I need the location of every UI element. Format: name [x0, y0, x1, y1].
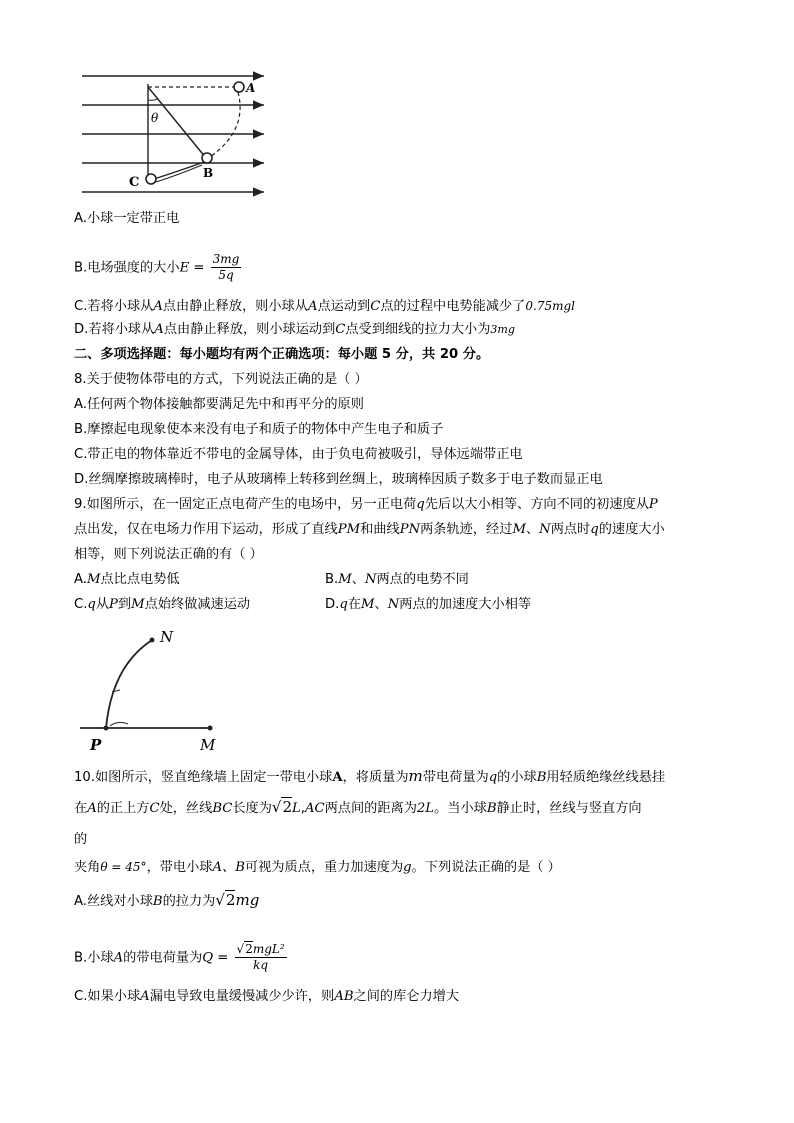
- label-P: P: [90, 736, 102, 754]
- q10-l2-AC: AC: [304, 801, 325, 816]
- q7-optd-text-2: 点由静止释放，则小球运动到: [163, 322, 336, 337]
- q7-optd-var-C: C: [335, 322, 346, 337]
- label-theta: θ: [151, 111, 159, 125]
- q7-optb-prefix: B.电场强度的大小: [74, 260, 180, 276]
- curve-PN: [106, 640, 152, 728]
- q9-l2-a: 点出发，仅在电场力作用下运动，形成了直线: [74, 522, 338, 537]
- q9-opta-2: 点比点电势低: [100, 572, 180, 587]
- q9-option-d: [325, 595, 531, 615]
- q10-option-b: [74, 942, 289, 973]
- dashed-arc: [210, 92, 240, 157]
- q10-opta-1: A.丝线对小球: [74, 894, 153, 909]
- q10-optb-2: 的带电荷量为: [123, 950, 203, 966]
- q10-l2-a: 在: [74, 801, 88, 816]
- q10-l1-B: B: [536, 770, 547, 785]
- q7-option-a: A.小球一定带正电: [74, 211, 180, 226]
- q9-option-a: [74, 570, 180, 590]
- q10-l2-2L: 2L: [416, 801, 435, 816]
- q9-optb-1: B.: [325, 572, 339, 587]
- q9-l1-b: 先后以大小相等、方向不同的初速度从: [424, 497, 649, 512]
- q10-l2-B: B: [486, 801, 497, 816]
- q9-l2-b: 和曲线: [360, 522, 400, 537]
- q10-optb-Q: Q: [202, 950, 214, 966]
- ball-A: [234, 82, 244, 92]
- q8-option-a: A.任何两个物体接触都要满足先中和再平分的原则: [74, 397, 364, 412]
- q10-optb-num-rest: mgL²: [252, 942, 285, 956]
- section-2-heading: 二、多项选择题：每小题均有两个正确选项：每小题 5 分，共 20 分。: [74, 347, 490, 362]
- q9-optc-M: M: [131, 597, 145, 612]
- q7-optb-fraction: [211, 252, 242, 283]
- q9-l1-P: P: [648, 497, 658, 512]
- q10-l4-theta: θ = 45°: [100, 860, 147, 874]
- q10-optc-1: C.如果小球: [74, 989, 141, 1004]
- q9-opta-M: M: [86, 572, 101, 587]
- label-B: B: [203, 166, 214, 180]
- q8-option-d: D.丝绸摩擦玻璃棒时，电子从玻璃棒上转移到丝绸上，玻璃棒因质子数多于电子数而显正电: [74, 472, 603, 487]
- q10-stem-line-3: 的: [74, 832, 88, 847]
- q10-l4-AB: A、B: [212, 860, 245, 875]
- q10-l2-c: 处，丝线: [159, 801, 213, 816]
- q7-optd-var-A: A: [154, 322, 164, 337]
- q7-optc-value: 0.75mgl: [525, 299, 575, 313]
- q10-l2-sqrt: √2: [271, 798, 293, 816]
- ball-C: [146, 174, 156, 184]
- q10-optb-eq: =: [213, 950, 233, 966]
- q7-optd-value: 3mg: [490, 323, 515, 336]
- q10-l1-c: 带电荷量为: [422, 770, 489, 785]
- q10-optc-AB: AB: [334, 989, 354, 1004]
- q9-opta-1: A.: [74, 572, 87, 587]
- q10-l2-comma: ,: [300, 801, 305, 816]
- point-N: [150, 638, 155, 643]
- q8-option-c: C.带正电的物体靠近不带电的金属导体，由于负电荷被吸引，导体远端带正电: [74, 447, 523, 462]
- q10-l2-A: A: [87, 801, 97, 816]
- ball-B: [202, 153, 212, 163]
- q10-optb-1: B.小球: [74, 950, 114, 966]
- q10-optb-numerator: √2mgL²: [236, 942, 285, 956]
- q10-optc-A: A: [140, 989, 150, 1004]
- q10-l1-m: m: [408, 767, 423, 785]
- q7-optc-text-1: C.若将小球从: [74, 299, 154, 314]
- q10-l4-d: 。下列说法正确的是（ ）: [411, 860, 561, 875]
- q7-option-c: [74, 296, 575, 317]
- q9-l1-q: q: [416, 497, 425, 512]
- q10-l4-c: 可视为质点，重力加速度为: [244, 860, 404, 875]
- q10-optb-denominator: kq: [253, 958, 269, 972]
- q10-l4-b: ，带电小球: [146, 860, 213, 875]
- q10-optb-A: A: [113, 950, 124, 966]
- q9-optd-1: D.: [325, 597, 340, 612]
- q10-l1-A: A: [332, 770, 343, 785]
- q9-optb-3: 两点的电势不同: [376, 572, 469, 587]
- q10-optc-2: 漏电导致电量缓慢减少少许，则: [149, 989, 335, 1004]
- q9-l2-N: N: [539, 522, 551, 537]
- q10-opta-mg: mg: [235, 891, 260, 909]
- q7-optb-E: E: [179, 260, 190, 276]
- q10-l2-e: 两点间的距离为: [324, 801, 417, 816]
- q7-optb-denominator: 5q: [218, 268, 234, 282]
- q9-option-b: [325, 570, 469, 590]
- q10-optb-num-sqrt: 2: [245, 942, 253, 956]
- q10-option-c: [74, 987, 459, 1007]
- q9-option-c: [74, 595, 250, 615]
- q10-opta-sqrt-radicand: 2: [225, 891, 236, 909]
- q7-option-b: [74, 252, 243, 283]
- q10-optc-3: 之间的库仑力增大: [353, 989, 460, 1004]
- q10-l4-a: 夹角: [74, 860, 101, 875]
- q7-option-d: [74, 320, 515, 340]
- q10-opta-sqrt: √2: [215, 891, 236, 909]
- q9-l2-d: 、: [525, 522, 540, 537]
- q9-optc-P: P: [109, 597, 118, 612]
- q10-l1-q: q: [488, 770, 498, 785]
- q9-optc-q: q: [87, 597, 96, 612]
- q9-optb-2: 、: [351, 572, 365, 587]
- q9-optd-M: M: [361, 597, 375, 612]
- q9-stem-line-3: 相等，则下列说法正确的有（ ）: [74, 547, 263, 562]
- q9-optd-q: q: [339, 597, 348, 612]
- q10-l1-b: ，将质量为: [342, 770, 409, 785]
- q9-optd-4: 两点的加速度大小相等: [399, 597, 532, 612]
- q7-optc-var-A: A: [153, 299, 163, 314]
- q9-l2-PM: PM: [337, 522, 361, 537]
- q10-opta-B: B: [152, 894, 163, 909]
- q10-optb-fraction: [235, 942, 287, 973]
- q7-optc-var-C: C: [370, 299, 381, 314]
- q10-l2-C: C: [149, 801, 160, 816]
- field-pendulum-figure: [76, 68, 276, 198]
- label-N: N: [160, 628, 174, 646]
- q10-option-a: [74, 890, 259, 912]
- q9-optd-3: 、: [374, 597, 388, 612]
- q10-opta-2: 的拉力为: [162, 894, 216, 909]
- small-arc: [110, 722, 128, 726]
- q10-l2-g: 静止时，丝线与竖直方向: [496, 801, 642, 816]
- q7-optc-var-A2: A: [307, 299, 318, 314]
- q9-optc-1: C.: [74, 597, 88, 612]
- q9-optd-N: N: [387, 597, 400, 612]
- q7-optd-text-3: 点受到细线的拉力大小为: [345, 322, 491, 337]
- q10-l2-b: 的正上方: [96, 801, 150, 816]
- q9-stem-line-1: [74, 495, 658, 515]
- q9-optb-N: N: [364, 572, 377, 587]
- q10-stem-line-4: [74, 857, 561, 878]
- q9-l2-M: M: [512, 522, 526, 537]
- string-B-to-C: [154, 162, 204, 179]
- q7-optc-text-2: 点由静止释放，则小球从: [162, 299, 308, 314]
- q9-stem-line-2: [74, 520, 665, 540]
- label-C: C: [129, 175, 140, 190]
- q7-optc-text-4: 点的过程中电势能减少了: [380, 299, 526, 314]
- q10-l1-d: 的小球: [497, 770, 537, 785]
- q9-l2-e: 两点时: [550, 522, 591, 537]
- q9-optc-2: 从: [95, 597, 110, 612]
- q10-stem-line-2: [74, 797, 642, 819]
- q10-l4-g: g: [403, 860, 412, 875]
- q9-l2-f: 的速度大小: [598, 522, 665, 537]
- q7-optc-text-3: 点运动到: [317, 299, 371, 314]
- q10-l2-L: L: [292, 801, 301, 816]
- label-M: M: [200, 736, 216, 754]
- trajectory-figure: [80, 626, 230, 756]
- q10-stem-line-1: [74, 766, 665, 788]
- point-P: [104, 726, 109, 731]
- q9-optc-3: 到: [117, 597, 132, 612]
- q8-option-b: B.摩擦起电现象使本来没有电子和质子的物体中产生电子和质子: [74, 422, 444, 437]
- q9-optd-2: 在: [347, 597, 361, 612]
- point-M: [208, 726, 213, 731]
- q9-l2-c: 两条轨迹，经过: [420, 522, 513, 537]
- q7-optd-text-1: D.若将小球从: [74, 322, 155, 337]
- q9-l2-q: q: [590, 522, 599, 537]
- q10-l1-a: 10.如图所示，竖直绝缘墙上固定一带电小球: [74, 770, 333, 785]
- q7-optb-eq: =: [189, 260, 209, 276]
- q9-optc-4: 点始终做减速运动: [144, 597, 251, 612]
- q9-l2-PN: PN: [399, 522, 421, 537]
- q10-l2-d: 长度为: [232, 801, 272, 816]
- q9-optb-M: M: [338, 572, 352, 587]
- q10-l2-sqrt-radicand: 2: [282, 798, 293, 816]
- q10-l2-BC: BC: [212, 801, 233, 816]
- q9-l1-a: 9.如图所示，在一固定正点电荷产生的电场中，另一正电荷: [74, 497, 417, 512]
- q7-optb-numerator: 3mg: [212, 252, 240, 266]
- label-A: A: [246, 81, 256, 95]
- q8-stem: 8.关于使物体带电的方式，下列说法正确的是（ ）: [74, 372, 368, 387]
- q10-l1-e: 用轻质绝缘丝线悬挂: [546, 770, 666, 785]
- q10-l2-f: 。当小球: [434, 801, 487, 816]
